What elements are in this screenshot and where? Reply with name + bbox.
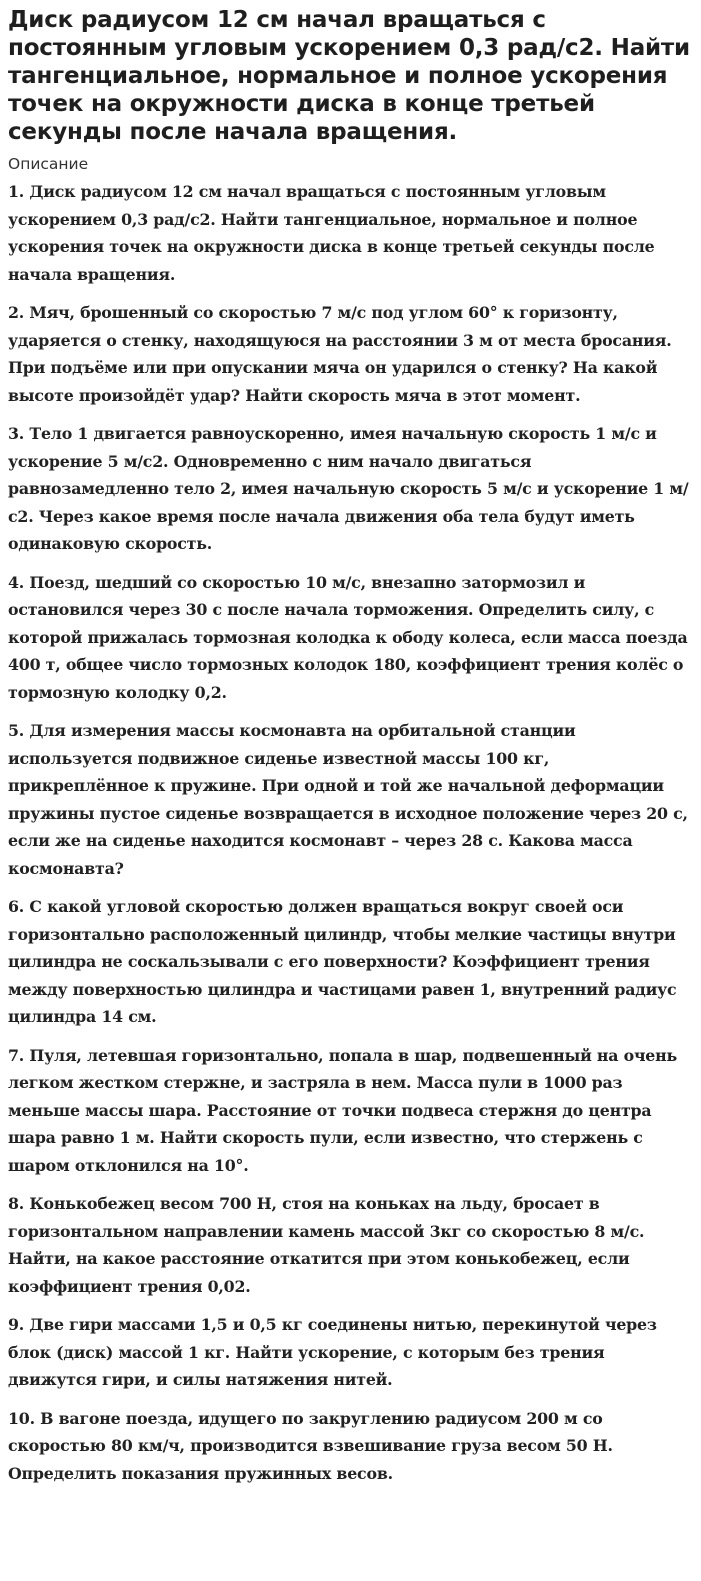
problem-10: 10. В вагоне поезда, идущего по закруглению радиусом 200 м со скоростью 80 км/ч, производится взвешивание груза весом 50 Н. Определить показания пружинных весов. (8, 1408, 613, 1483)
description-label: Описание (8, 155, 89, 173)
problem-6: 6. С какой угловой скоростью должен вращаться вокруг своей оси горизонтально расположенный цилиндр, чтобы мелкие частицы внутри цилиндра не соскальзывали с его поверхности? Коэффициент трения между поверхностью цилиндра и частицами равен 1, внутренний радиус цилиндра 14 см. (8, 897, 677, 1026)
problem-1: 1. Диск радиусом 12 см начал вращаться с постоянным угловым ускорением 0,3 рад/с2. Найти тангенциальное, нормальное и полное ускорения точек на окружности диска в конце третьей секунды после начала вращения. (8, 182, 655, 284)
page-title: Диск радиусом 12 см начал вращаться с постоянным угловым ускорением 0,3 рад/с2. Найти тангенциальное, нормальное и полное ускорения точек на окружности диска в конце третьей секунды после начала вращения. (8, 7, 690, 145)
problem-7: 7. Пуля, летевшая горизонтально, попала в шар, подвешенный на очень легком жестком стержне, и застряла в нем. Масса пули в 1000 раз меньше массы шара. Расстояние от точки подвеса стержня до центра шара равно 1 м. Найти скорость пули, если известно, что стержень с шаром отклонился на 10°. (8, 1045, 678, 1175)
problem-9: 9. Две гири массами 1,5 и 0,5 кг соединены нитью, перекинутой через блок (диск) массой 1 кг. Найти ускорение, с которым без трения движутся гири, и силы натяжения нитей. (8, 1315, 657, 1389)
problem-5: 5. Для измерения массы космонавта на орбитальной станции используется подвижное сиденье известной массы 100 кг, прикреплённое к пружине. При одной и той же начальной деформации пружины пустое сиденье возвращается в исходное положение через 20 с, если же на сиденье находится космонавт – через 28 с. Какова масса космонавта? (8, 721, 688, 878)
problem-8: 8. Конькобежец весом 700 Н, стоя на коньках на льду, бросает в горизонтальном направлении камень массой 3кг со скоростью 8 м/с. Найти, на какое расстояние откатится при этом конькобежец, если коэффициент трения 0,02. (8, 1194, 645, 1296)
problem-4: 4. Поезд, шедший со скоростью 10 м/с, внезапно затормозил и остановился через 30 с после начала торможения. Определить силу, с которой прижалась тормозная колодка к ободу колеса, если масса поезда 400 т, общее число тормозных колодок 180, коэффициент трения колёс о тормозную колодку 0,2. (8, 572, 688, 702)
problem-list (8, 178, 691, 1487)
problem-2: 2. Мяч, брошенный со скоростью 7 м/с под углом 60° к горизонту, ударяется о стенку, находящуюся на расстоянии 3 м от места бросания. При подъёме или при опускании мяча он ударился о стенку? На какой высоте произойдёт удар? Найти скорость мяча в этот момент. (8, 303, 672, 405)
problem-3: 3. Тело 1 двигается равноускоренно, имея начальную скорость 1 м/с и ускорение 5 м/с2. Одновременно с ним начало двигаться равнозамедленно тело 2, имея начальную скорость 5 м/с и ускорение 1 м/с2. Через какое время после начала движения оба тела будут иметь одинаковую скорость. (8, 424, 689, 553)
